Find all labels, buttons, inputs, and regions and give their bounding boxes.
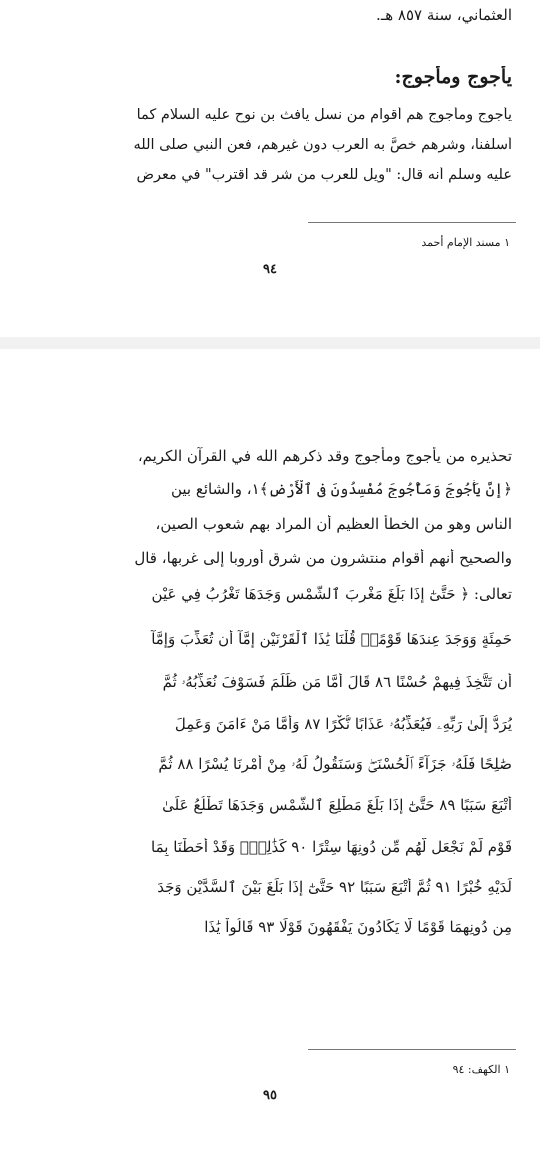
footnote-separator (308, 1049, 516, 1050)
quran-line: حَمِئَةٍ وَوَجَدَ عِندَهَا قَوْمًاۗ قُلْنَا يَٰذَا ٱلْقَرْنَيْنِ إِمَّآ أَن تُعَذِّبَ وَإِمَّآ (151, 630, 512, 648)
quran-line: قَوْمٍ لَّمْ نَجْعَل لَّهُم مِّن دُونِهَا سِتْرًا ٩٠ كَذَٰلِكَۖ وَقَدْ أَحَطْنَا بِمَا (151, 838, 512, 856)
paragraph-line: أسلفنا، وشرهم خصَّ به العرب دون غيرهم، فعن النبي صلى الله (133, 137, 512, 153)
text-line: العثماني، سنة ٨٥٧ هـ. (376, 6, 512, 24)
page-number: ٩٤ (263, 262, 277, 277)
quran-line: صَٰلِحًا فَلَهُۥ جَزَآءً ٱلْحُسْنَىٰۖ وَسَنَقُولُ لَهُۥ مِنْ أَمْرِنَا يُسْرًا ٨٨ ثُمَّ (158, 755, 512, 773)
footnote: ١ الكهف: ٩٤ (452, 1063, 510, 1076)
quran-line: أَتْبَعَ سَبَبًا ٨٩ حَتَّىٰٓ إِذَا بَلَغَ مَطْلِعَ ٱلشَّمْسِ وَجَدَهَا تَطْلُعُ عَلَىٰ (162, 796, 512, 814)
book-page-95 (0, 349, 540, 1169)
quran-line: لَدَيْهِ خُبْرًا ٩١ ثُمَّ أَتْبَعَ سَبَبًا ٩٢ حَتَّىٰٓ إِذَا بَلَغَ بَيْنَ ٱلسَّدَّيْنِ وَجَدَ (157, 878, 512, 896)
text-line: تحذيره من يأجوج ومأجوج وقد ذكرهم الله في القرآن الكريم، (137, 447, 512, 465)
quran-line: تعالى: ﴿ حَتَّىٰٓ إِذَا بَلَغَ مَغْرِبَ ٱلشَّمْسِ وَجَدَهَا تَغْرُبُ فِي عَيْنٍ (151, 585, 512, 603)
section-heading: يأجوج ومأجوج: (394, 66, 512, 88)
footnote-separator (308, 222, 516, 223)
page-number: ٩٥ (263, 1088, 277, 1103)
quran-line: يُرَدُّ إِلَىٰ رَبِّهِۦ فَيُعَذِّبُهُۥ عَذَابًا نُّكْرًا ٨٧ وَأَمَّا مَنْ ءَامَنَ وَعَمِلَ (174, 715, 512, 733)
quran-line: مِن دُونِهِمَا قَوْمًا لَّا يَكَادُونَ يَفْقَهُونَ قَوْلًا ٩٣ قَالُواْ يَٰذَا (204, 918, 512, 936)
text-line: ﴿إِنَّ يَأْجُوجَ وَمَأْجُوجَ مُفْسِدُونَ فِي ٱلْأَرْضِ﴾١، والشائع بين (170, 480, 512, 498)
text-line: الناس وهو من الخطأ العظيم أن المراد بهم شعوب الصين، (155, 515, 512, 533)
paragraph-line: يأجوج ومأجوج هم أقوام من نسل يافث بن نوح عليه السلام كما (136, 107, 512, 123)
quran-line: أَن تَتَّخِذَ فِيهِمْ حُسْنًا ٨٦ قَالَ أَمَّا مَن ظَلَمَ فَسَوْفَ نُعَذِّبُهُۥ ثُمَّ (162, 673, 512, 691)
paragraph-line: عليه وسلم أنه قال: "ويل للعرب من شر قد اقترب" في معرض (136, 167, 512, 183)
footnote: ١ مسند الإمام أحمد (421, 236, 510, 249)
book-page-94 (0, 0, 540, 337)
text-line: والصحيح أنهم أقوام منتشرون من شرق أوروبا إلى غربها، قال (134, 549, 512, 567)
